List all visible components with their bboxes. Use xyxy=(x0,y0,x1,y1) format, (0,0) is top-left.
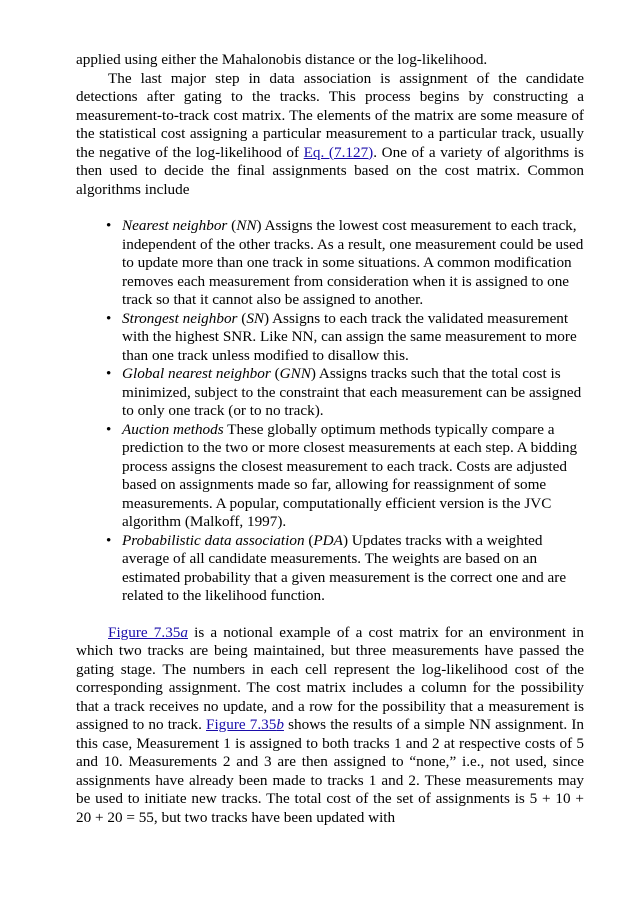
term-name: Auction methods xyxy=(122,420,224,438)
abbr-open: ( xyxy=(270,365,280,382)
paragraph-continuation: applied using either the Mahalonobis distance or the log-likelihood. xyxy=(76,51,488,68)
abbr-close: ) xyxy=(264,309,270,327)
paragraph-text: is a notional example of a cost matrix for an environment in which two tracks are being maintained, but three measurements have passed the gating stage. The numbers in each cell represent the log-likelihood cost of the corresponding assignment. The cost matrix includes a column for the possibility that a track receives no update, and a row for the possibility that a measurement is assigned to no track. xyxy=(76,623,584,733)
paragraph-assignment-intro-text-end: . One of a variety of algorithms is then used to decide the final assignments based on the cost matrix. Common algorithms include xyxy=(76,143,584,198)
list-item-strongest-neighbor xyxy=(76,310,584,366)
bullet-icon: • xyxy=(106,309,112,327)
list-item-auction-methods xyxy=(76,421,584,532)
figure-link-7-35b[interactable] xyxy=(206,716,284,733)
term-name: Global nearest neighbor xyxy=(122,365,271,382)
list-item-probabilistic-data-association xyxy=(76,532,584,606)
figure-link-number: Figure 7.35 xyxy=(108,623,181,641)
figure-link-letter: b xyxy=(276,716,284,733)
term-abbr: PDA xyxy=(313,531,343,549)
bullet-icon: • xyxy=(106,365,112,382)
term-abbr: GNN xyxy=(279,365,311,382)
figure-link-letter: a xyxy=(180,623,188,641)
term-name: Nearest neighbor xyxy=(122,217,228,234)
abbr-open: ( xyxy=(237,309,247,327)
term-description: Updates tracks with a weighted average of all candidate measurements. The weights are based on an estimated probability that a given measurement is the correct one and are related to the likelihood function. xyxy=(122,531,567,604)
term-name: Probabilistic data association xyxy=(122,531,305,549)
term-abbr: NN xyxy=(236,217,257,234)
paragraph-assignment-intro xyxy=(76,70,584,200)
list-item-global-nearest-neighbor xyxy=(76,365,584,421)
paragraph-cost-matrix-example xyxy=(76,624,584,828)
abbr-open: ( xyxy=(227,217,237,234)
term-description: Assigns to each track the validated measurement with the highest SNR. Like NN, can assign the same measurement to more than one track unless modified to disallow this. xyxy=(122,309,577,364)
figure-link-7-35a[interactable] xyxy=(108,624,188,641)
abbr-close: ) xyxy=(256,217,262,234)
bullet-icon: • xyxy=(106,420,112,438)
figure-link-number: Figure 7.35 xyxy=(206,716,277,733)
document-page xyxy=(76,51,584,827)
algorithm-list xyxy=(76,217,584,606)
bullet-icon: • xyxy=(106,217,112,234)
abbr-close: ) xyxy=(342,531,348,549)
paragraph-assignment-intro-text: The last major step in data association is assignment of the candidate detections after gating to the tracks. This process begins by constructing a measurement-to-track cost matrix. The elements of the matrix are some measure of the statistical cost assigning a particular measurement to a particular track, usually the negative of the log-likelihood of xyxy=(76,69,584,161)
term-description: Assigns tracks such that the total cost is minimized, subject to the constraint that each measurement can be assigned to only one track (or to no track). xyxy=(122,365,582,419)
term-description: Assigns the lowest cost measurement to each track, independent of the other tracks. As a result, one measurement could be used to update more than one track in some situations. A common modification removes each measurement from consideration when it is assigned to one track so that it cannot also be assigned to another. xyxy=(122,217,584,308)
abbr-open: ( xyxy=(304,531,314,549)
term-name: Strongest neighbor xyxy=(122,309,238,327)
paragraph-text-end: shows the results of a simple NN assignment. In this case, Measurement 1 is assigned to both tracks 1 and 2 at respective costs of 5 and 10. Measurements 2 and 3 are then assigned to “none,” i.e., not used, since assignments have already been made to tracks 1 and 2. These measurements may be used to initiate new tracks. The total cost of the set of assignments is 5 + 10 + 20 + 20 = 55, but two tracks have been updated with xyxy=(76,716,584,826)
term-description: These globally optimum methods typically compare a prediction to the two or more closest measurements at each step. A bidding process assigns the closest measurement to each track. Costs are adjusted based on assignments made so far, allowing for reassignment of some measurements. A popular, computationally efficient version is the JVC algorithm (Malkoff, 1997). xyxy=(122,420,578,530)
list-item-nearest-neighbor xyxy=(76,217,584,310)
bullet-icon: • xyxy=(106,531,112,549)
abbr-close: ) xyxy=(310,365,316,382)
equation-link[interactable]: Eq. (7.127) xyxy=(303,143,374,161)
term-abbr: SN xyxy=(246,309,265,327)
